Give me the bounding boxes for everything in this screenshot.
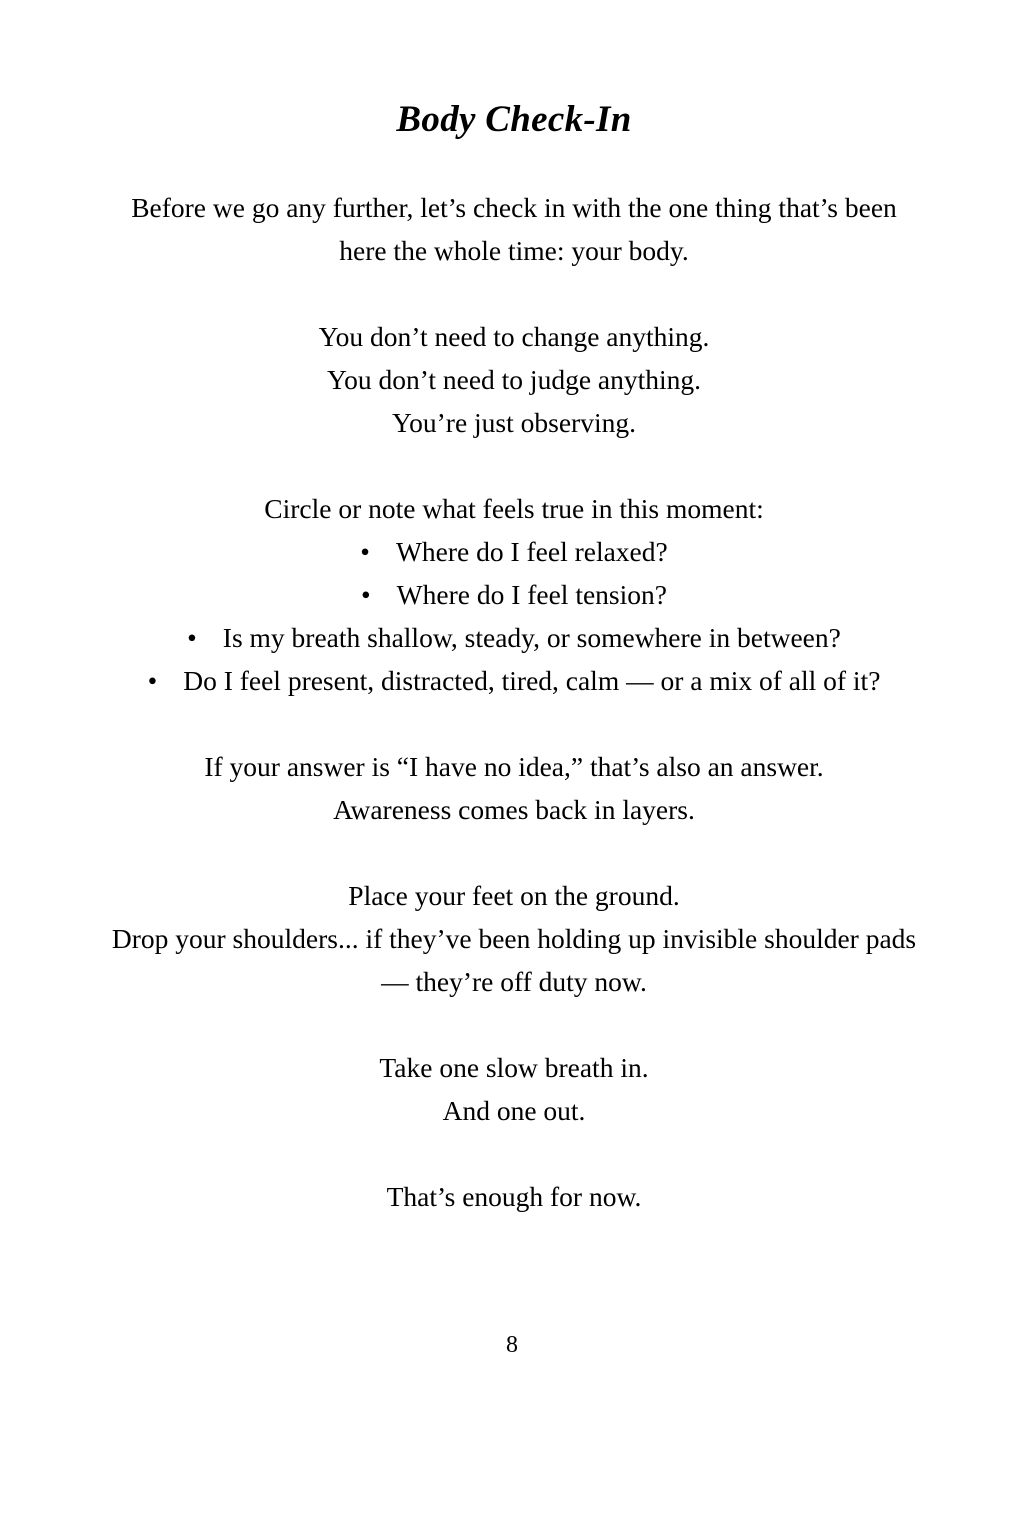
- spacer: [110, 142, 918, 186]
- permission-line-3: You’re just observing.: [392, 407, 636, 439]
- page-number: 8: [506, 1332, 518, 1358]
- list-item: [110, 659, 918, 702]
- breath-line-2: And one out.: [442, 1095, 586, 1127]
- bullet-icon: •: [360, 536, 370, 568]
- page-content: [110, 0, 918, 1218]
- spacer: [110, 702, 918, 745]
- list-item-label: Where do I feel tension?: [396, 579, 667, 611]
- answer-line-1: If your answer is “I have no idea,” that’s also an answer.: [204, 751, 824, 783]
- answer-line-2: Awareness comes back in layers.: [333, 794, 695, 826]
- grounding-paragraph: [110, 874, 918, 1003]
- page-title: Body Check-In: [396, 99, 632, 140]
- list-item: [110, 573, 918, 616]
- permission-line-2: You don’t need to judge anything.: [326, 364, 702, 396]
- breath-paragraph: [110, 1046, 918, 1132]
- intro-paragraph: Before we go any further, let’s check in with the one thing that’s been here the whole time: your body.: [131, 192, 897, 267]
- list-item-label: Do I feel present, distracted, tired, calm — or a mix of all of it?: [183, 665, 881, 697]
- answer-paragraph: [110, 745, 918, 831]
- spacer: [110, 272, 918, 315]
- reflection-bullet-list: [110, 530, 918, 702]
- list-item: [110, 616, 918, 659]
- permission-paragraph: [110, 315, 918, 444]
- list-item: [110, 530, 918, 573]
- bullet-icon: •: [147, 665, 158, 697]
- grounding-line-2: Drop your shoulders... if they’ve been holding up invisible shoulder pads — they’re off duty now.: [111, 923, 917, 998]
- spacer: [110, 444, 918, 487]
- spacer: [110, 1132, 918, 1175]
- list-item-label: Is my breath shallow, steady, or somewhere in between?: [222, 622, 841, 654]
- prompt-heading: Circle or note what feels true in this moment:: [264, 493, 764, 525]
- permission-line-1: You don’t need to change anything.: [318, 321, 710, 353]
- grounding-line-1: Place your feet on the ground.: [348, 880, 680, 912]
- breath-line-1: Take one slow breath in.: [379, 1052, 649, 1084]
- bullet-icon: •: [187, 622, 197, 654]
- spacer: [110, 1003, 918, 1046]
- closing-paragraph: That’s enough for now.: [386, 1181, 642, 1213]
- bullet-icon: •: [361, 579, 371, 611]
- list-item-label: Where do I feel relaxed?: [395, 536, 668, 568]
- spacer: [110, 831, 918, 874]
